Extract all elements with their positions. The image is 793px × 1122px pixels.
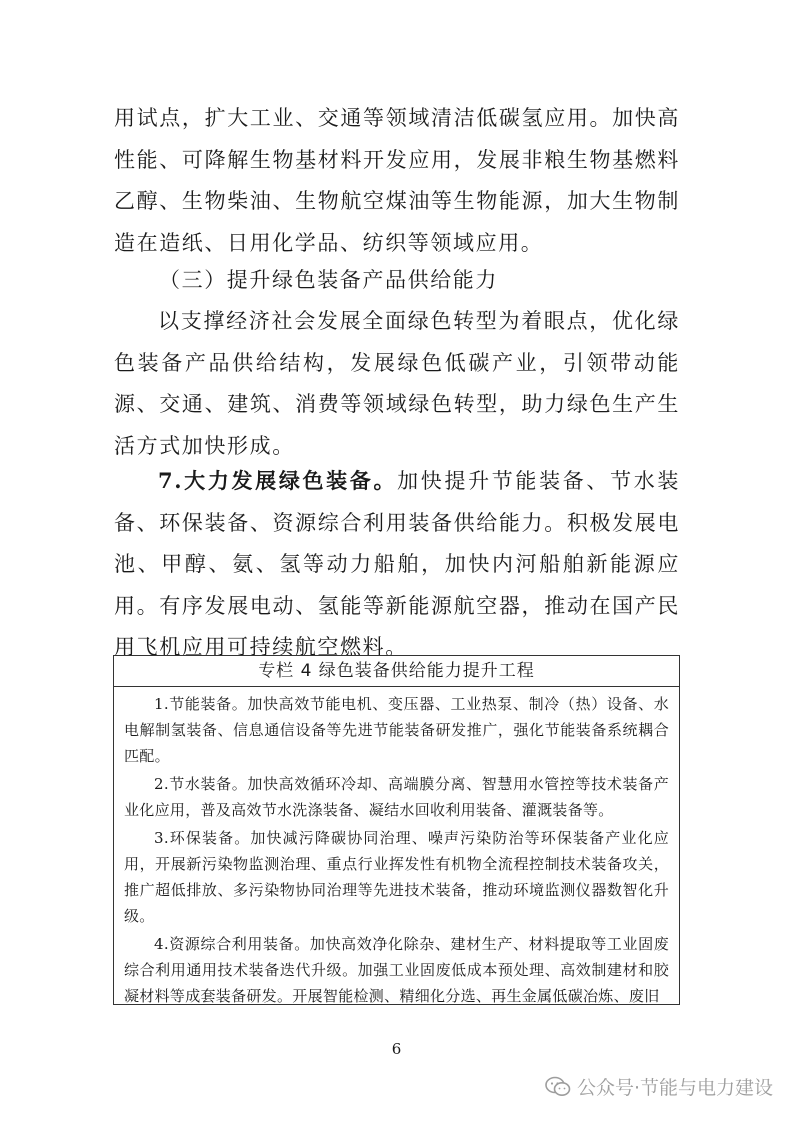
wechat-icon bbox=[545, 1076, 571, 1098]
paragraph-2 bbox=[114, 301, 680, 467]
paragraph-1-text: 用试点，扩大工业、交通等领域清洁低碳氢应用。加快高性能、可降解生物基材料开发应用，发展非粮生物基燃料乙醇、生物柴油、生物航空煤油等生物能源，加大生物制造在造纸、日用化学品、纺织等领域应用。 bbox=[114, 106, 680, 255]
watermark-text: 公众号·节能与电力建设 bbox=[577, 1077, 774, 1099]
watermark bbox=[545, 1073, 773, 1100]
paragraph-3-lead: 7.大力发展绿色装备。 bbox=[158, 468, 398, 493]
box-item: 4.资源综合利用装备。加快高效净化除杂、建材生产、材料提取等工业固废综合利用通用技术装备迭代升级。加强工业固废低成本预处理、高效制建材和胶凝材料等成套装备研发。开展智能检测、精细化分选、再生金属低碳冶炼、废旧 bbox=[124, 935, 669, 1005]
feature-box bbox=[113, 655, 680, 1005]
box-item: 3.环保装备。加快减污降碳协同治理、噪声污染防治等环保装备产业化应用，开展新污染物监测治理、重点行业挥发性有机物全流程控制技术装备攻关，推广超低排放、多污染物协同治理等先进技术装备，推动环境监测仪器数智化升级。 bbox=[124, 829, 669, 925]
box-item: 2.节水装备。加快高效循环冷却、高端膜分离、智慧用水管控等技术装备产业化应用，普及高效节水洗涤装备、凝结水回收利用装备、灌溉装备等。 bbox=[124, 775, 669, 819]
paragraph-1 bbox=[114, 98, 680, 264]
paragraph-3-body: 加快提升节能装备、节水装备、环保装备、资源综合利用装备供给能力。积极发展电池、甲醇、氨、氢等动力船舶，加快内河船舶新能源应用。有序发展电动、氢能等新能源航空器，推动在国产民用飞机应用可持续航空燃料。 bbox=[114, 469, 680, 660]
page-number: 6 bbox=[391, 1040, 402, 1058]
box-item: 1.节能装备。加快高效节能电机、变压器、工业热泵、制冷（热）设备、水电解制氢装备、信息通信设备等先进节能装备研发推广，强化节能装备系统耦合匹配。 bbox=[124, 695, 669, 765]
paragraph-2-text: 以支撑经济社会发展全面绿色转型为着眼点，优化绿色装备产品供给结构，发展绿色低碳产业，引领带动能源、交通、建筑、消费等领域绿色转型，助力绿色生产生活方式加快形成。 bbox=[114, 309, 680, 458]
paragraph-3 bbox=[114, 460, 680, 669]
feature-box-body bbox=[114, 687, 679, 1005]
paragraph-3-text bbox=[114, 460, 680, 669]
feature-box-title: 专栏 4 绿色装备供给能力提升工程 bbox=[114, 656, 679, 687]
section-heading: （三）提升绿色装备产品供给能力 bbox=[159, 268, 498, 292]
